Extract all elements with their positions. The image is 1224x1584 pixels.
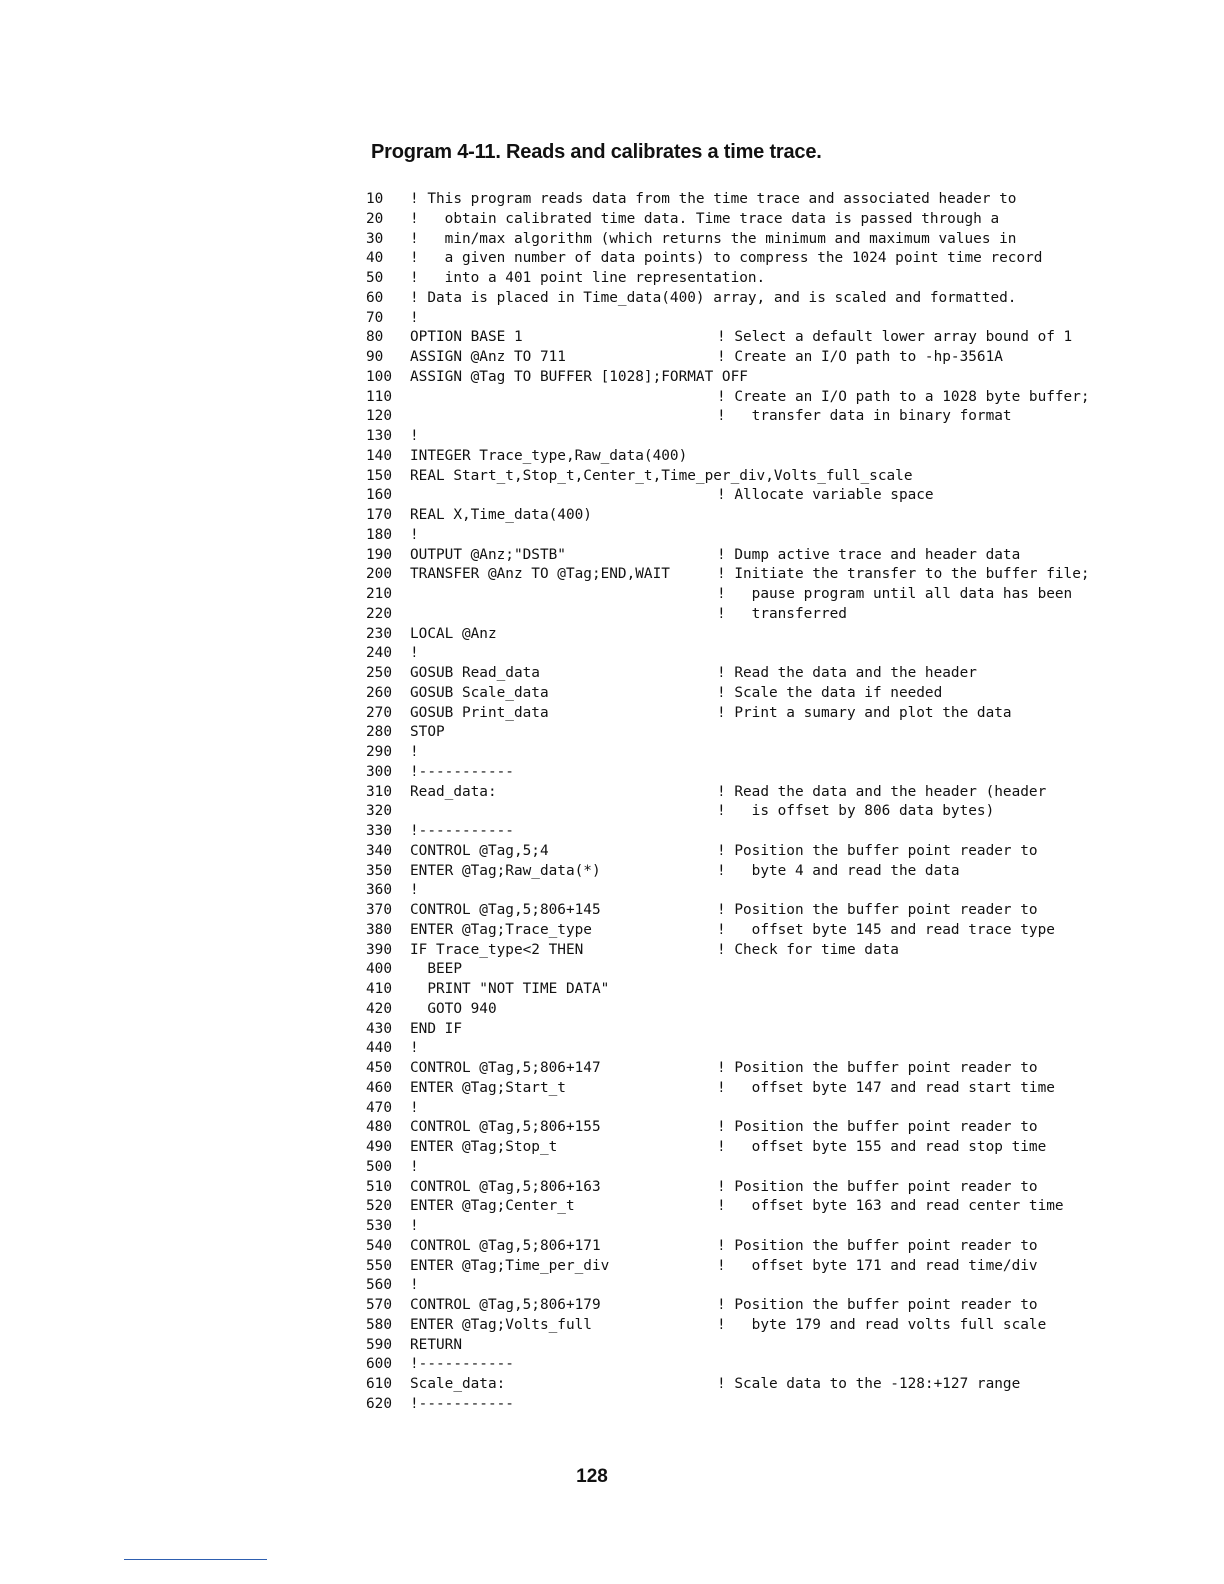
code-statement: ! xyxy=(410,1277,419,1294)
line-number: 310 xyxy=(366,783,392,800)
line-number: 290 xyxy=(366,744,392,760)
line-number: 510 xyxy=(366,1178,392,1195)
line-number: 60 xyxy=(366,289,384,306)
line-number: 220 xyxy=(366,605,392,622)
line-number: 150 xyxy=(366,467,392,484)
code-comment: ! Create an I/O path to -hp-3561A xyxy=(717,349,1003,365)
code-line xyxy=(366,625,1126,645)
code-line xyxy=(366,704,1126,724)
code-statement: CONTROL @Tag,5;4 xyxy=(410,842,549,859)
code-statement: END IF xyxy=(410,1020,462,1037)
code-line xyxy=(366,1020,1126,1040)
line-number: 320 xyxy=(366,803,392,820)
code-line xyxy=(366,1059,1126,1079)
code-statement: CONTROL @Tag,5;806+179 xyxy=(410,1297,601,1313)
line-number: 540 xyxy=(366,1237,392,1254)
line-number: 570 xyxy=(366,1297,392,1313)
line-number: 200 xyxy=(366,566,392,583)
code-line xyxy=(366,1237,1126,1257)
code-line xyxy=(366,1375,1126,1395)
code-statement: CONTROL @Tag,5;806+163 xyxy=(410,1178,601,1195)
code-line xyxy=(366,447,1126,467)
code-line xyxy=(366,467,1126,487)
code-comment: ! Initiate the transfer to the buffer file; xyxy=(717,566,1090,583)
code-line xyxy=(366,783,1126,803)
code-comment: ! byte 4 and read the data xyxy=(717,862,960,879)
page-number: 128 xyxy=(576,1466,608,1487)
code-statement: ! into a 401 point line representation. xyxy=(410,270,766,286)
code-line xyxy=(366,506,1126,526)
code-line xyxy=(366,921,1126,941)
code-statement: GOSUB Scale_data xyxy=(410,684,549,701)
code-statement: GOSUB Print_data xyxy=(410,704,549,721)
code-comment: ! offset byte 147 and read start time xyxy=(717,1079,1055,1096)
code-comment: ! Select a default lower array bound of 1 xyxy=(717,329,1073,346)
code-statement: ! xyxy=(410,526,419,543)
code-statement xyxy=(410,585,717,605)
code-statement: STOP xyxy=(410,724,445,741)
code-statement: CONTROL @Tag,5;806+145 xyxy=(410,902,601,918)
line-number: 550 xyxy=(366,1257,392,1274)
code-statement: Read_data: xyxy=(410,783,497,800)
code-line xyxy=(366,230,1126,250)
line-number: 460 xyxy=(366,1079,392,1096)
code-statement: ENTER @Tag;Trace_type xyxy=(410,921,592,938)
code-statement: ! xyxy=(410,1218,419,1234)
line-number: 120 xyxy=(366,408,392,425)
line-number: 500 xyxy=(366,1158,392,1175)
line-number: 380 xyxy=(366,921,392,938)
line-number: 470 xyxy=(366,1099,392,1116)
code-line xyxy=(366,1099,1126,1119)
line-number: 410 xyxy=(366,981,392,997)
line-number: 480 xyxy=(366,1119,392,1136)
code-statement: ! obtain calibrated time data. Time trace data is passed through a xyxy=(410,210,1000,227)
line-number: 100 xyxy=(366,368,392,385)
code-statement: BEEP xyxy=(410,961,462,978)
line-number: 400 xyxy=(366,961,392,978)
line-number: 330 xyxy=(366,823,392,839)
code-statement: !----------- xyxy=(410,823,514,839)
code-line xyxy=(366,546,1126,566)
code-comment: ! is offset by 806 data bytes) xyxy=(717,803,995,820)
code-line xyxy=(366,1178,1126,1198)
code-comment: ! Position the buffer point reader to xyxy=(717,902,1038,918)
code-line xyxy=(366,309,1126,329)
code-comment: ! Check for time data xyxy=(717,941,899,958)
line-number: 590 xyxy=(366,1336,392,1353)
code-line xyxy=(366,901,1126,921)
code-comment: ! Print a sumary and plot the data xyxy=(717,704,1012,721)
code-statement xyxy=(410,486,717,506)
line-number: 580 xyxy=(366,1316,392,1333)
code-line xyxy=(366,1316,1126,1336)
line-number: 190 xyxy=(366,546,392,563)
code-statement: LOCAL @Anz xyxy=(410,625,497,642)
code-comment: ! Create an I/O path to a 1028 byte buffer; xyxy=(717,388,1090,405)
code-line xyxy=(366,1296,1126,1316)
line-number: 300 xyxy=(366,763,392,780)
code-comment: ! pause program until all data has been xyxy=(717,586,1073,602)
code-line xyxy=(366,269,1126,289)
code-line xyxy=(366,427,1126,447)
line-number: 450 xyxy=(366,1060,392,1076)
code-line xyxy=(366,1395,1126,1415)
line-number: 560 xyxy=(366,1277,392,1294)
code-line xyxy=(366,585,1126,605)
code-comment: ! Scale the data if needed xyxy=(717,684,943,701)
code-comment: ! transferred xyxy=(717,605,847,622)
code-statement: ! xyxy=(410,1099,419,1116)
line-number: 270 xyxy=(366,704,392,721)
line-number: 250 xyxy=(366,665,392,681)
code-comment: ! offset byte 171 and read time/div xyxy=(717,1257,1038,1274)
line-number: 80 xyxy=(366,329,384,346)
code-comment: ! offset byte 163 and read center time xyxy=(717,1198,1064,1215)
code-line xyxy=(366,1336,1126,1356)
code-statement: ! xyxy=(410,882,419,899)
code-line xyxy=(366,1039,1126,1059)
code-comment: ! Allocate variable space xyxy=(717,487,934,504)
line-number: 70 xyxy=(366,309,384,326)
code-statement: INTEGER Trace_type,Raw_data(400) xyxy=(410,447,688,464)
line-number: 130 xyxy=(366,428,392,444)
line-number: 360 xyxy=(366,882,392,899)
line-number: 390 xyxy=(366,941,392,958)
code-line xyxy=(366,1000,1126,1020)
code-line xyxy=(366,1355,1126,1375)
line-number: 110 xyxy=(366,388,392,405)
code-comment: ! Position the buffer point reader to xyxy=(717,1119,1038,1136)
code-line xyxy=(366,644,1126,664)
code-line xyxy=(366,664,1126,684)
code-statement: !----------- xyxy=(410,1395,514,1412)
code-statement: REAL Start_t,Stop_t,Center_t,Time_per_div,Volts_full_scale xyxy=(410,467,913,484)
code-line xyxy=(366,684,1126,704)
code-line xyxy=(366,1257,1126,1277)
code-statement: ASSIGN @Tag TO BUFFER [1028];FORMAT OFF xyxy=(410,368,748,385)
code-comment: ! Scale data to the -128:+127 range xyxy=(717,1376,1021,1392)
code-statement: GOTO 940 xyxy=(410,1000,497,1017)
code-statement: ENTER @Tag;Time_per_div xyxy=(410,1257,610,1274)
code-line xyxy=(366,368,1126,388)
code-comment: ! transfer data in binary format xyxy=(717,408,1012,425)
line-number: 40 xyxy=(366,250,384,267)
code-comment: ! Position the buffer point reader to xyxy=(717,842,1038,859)
line-number: 90 xyxy=(366,349,384,365)
line-number: 10 xyxy=(366,191,384,207)
code-line xyxy=(366,565,1126,585)
code-statement: ! min/max algorithm (which returns the minimum and maximum values in xyxy=(410,230,1017,247)
code-statement: OUTPUT @Anz;"DSTB" xyxy=(410,546,566,563)
line-number: 520 xyxy=(366,1198,392,1215)
code-line xyxy=(366,605,1126,625)
code-statement xyxy=(410,407,717,427)
line-number: 280 xyxy=(366,724,392,741)
code-line xyxy=(366,1276,1126,1296)
code-line xyxy=(366,881,1126,901)
line-number: 610 xyxy=(366,1376,392,1392)
code-statement xyxy=(410,388,717,408)
code-line xyxy=(366,960,1126,980)
code-statement: ! xyxy=(410,309,419,326)
line-number: 350 xyxy=(366,862,392,879)
code-comment: ! Read the data and the header (header xyxy=(717,783,1047,800)
code-statement: ! xyxy=(410,744,419,760)
code-statement: ! xyxy=(410,428,419,444)
line-number: 420 xyxy=(366,1000,392,1017)
line-number: 530 xyxy=(366,1218,392,1234)
line-number: 160 xyxy=(366,487,392,504)
code-statement: ! xyxy=(410,1040,419,1057)
code-statement: ! Data is placed in Time_data(400) array, and is scaled and formatted. xyxy=(410,289,1017,306)
code-line xyxy=(366,763,1126,783)
code-statement: !----------- xyxy=(410,1356,514,1373)
code-comment: ! Read the data and the header xyxy=(717,665,977,681)
line-number: 140 xyxy=(366,447,392,464)
code-line xyxy=(366,289,1126,309)
code-statement: GOSUB Read_data xyxy=(410,665,540,681)
code-line xyxy=(366,190,1126,210)
code-line xyxy=(366,407,1126,427)
code-statement: ENTER @Tag;Center_t xyxy=(410,1198,575,1215)
code-line xyxy=(366,1217,1126,1237)
line-number: 170 xyxy=(366,507,392,523)
code-line xyxy=(366,723,1126,743)
code-statement: ! a given number of data points) to compress the 1024 point time record xyxy=(410,250,1043,267)
line-number: 600 xyxy=(366,1356,392,1373)
code-line xyxy=(366,486,1126,506)
code-line xyxy=(366,328,1126,348)
code-comment: ! Position the buffer point reader to xyxy=(717,1060,1038,1076)
code-comment: ! offset byte 145 and read trace type xyxy=(717,921,1055,938)
code-statement: CONTROL @Tag,5;806+171 xyxy=(410,1237,601,1254)
line-number: 20 xyxy=(366,210,384,227)
code-statement: OPTION BASE 1 xyxy=(410,329,523,346)
code-comment: ! Position the buffer point reader to xyxy=(717,1178,1038,1195)
code-statement: ENTER @Tag;Stop_t xyxy=(410,1139,558,1155)
code-statement: TRANSFER @Anz TO @Tag;END,WAIT xyxy=(410,566,670,583)
code-line xyxy=(366,941,1126,961)
line-number: 180 xyxy=(366,526,392,543)
code-comment: ! Position the buffer point reader to xyxy=(717,1237,1038,1254)
line-number: 340 xyxy=(366,842,392,859)
code-statement: CONTROL @Tag,5;806+147 xyxy=(410,1060,601,1076)
line-number: 430 xyxy=(366,1020,392,1037)
code-statement: ENTER @Tag;Raw_data(*) xyxy=(410,862,601,879)
code-statement: REAL X,Time_data(400) xyxy=(410,507,592,523)
code-line xyxy=(366,862,1126,882)
code-statement: IF Trace_type<2 THEN xyxy=(410,941,584,958)
line-number: 260 xyxy=(366,684,392,701)
code-comment: ! Dump active trace and header data xyxy=(717,546,1021,563)
code-statement: ENTER @Tag;Start_t xyxy=(410,1079,566,1096)
code-statement: ! xyxy=(410,1158,419,1175)
code-line xyxy=(366,802,1126,822)
code-statement xyxy=(410,802,717,822)
code-line xyxy=(366,1158,1126,1178)
line-number: 210 xyxy=(366,586,392,602)
code-statement: ENTER @Tag;Volts_full xyxy=(410,1316,592,1333)
code-line xyxy=(366,348,1126,368)
line-number: 490 xyxy=(366,1139,392,1155)
code-comment: ! offset byte 155 and read stop time xyxy=(717,1139,1047,1155)
code-statement: CONTROL @Tag,5;806+155 xyxy=(410,1119,601,1136)
program-title: Program 4-11. Reads and calibrates a time trace. xyxy=(371,141,822,163)
program-listing xyxy=(366,190,1126,1415)
code-line xyxy=(366,842,1126,862)
line-number: 440 xyxy=(366,1040,392,1057)
code-line xyxy=(366,1197,1126,1217)
code-line xyxy=(366,526,1126,546)
line-number: 50 xyxy=(366,270,384,286)
line-number: 30 xyxy=(366,230,384,247)
code-line xyxy=(366,249,1126,269)
code-line xyxy=(366,388,1126,408)
code-comment: ! Position the buffer point reader to xyxy=(717,1297,1038,1313)
line-number: 620 xyxy=(366,1395,392,1412)
code-line xyxy=(366,980,1126,1000)
line-number: 240 xyxy=(366,645,392,662)
line-number: 230 xyxy=(366,625,392,642)
code-line xyxy=(366,210,1126,230)
footnote-rule xyxy=(124,1559,267,1560)
code-statement: ASSIGN @Anz TO 711 xyxy=(410,349,566,365)
code-statement: !----------- xyxy=(410,763,514,780)
code-statement: PRINT "NOT TIME DATA" xyxy=(410,981,610,997)
code-line xyxy=(366,822,1126,842)
code-statement: ! This program reads data from the time trace and associated header to xyxy=(410,191,1017,207)
code-statement xyxy=(410,605,717,625)
code-statement: RETURN xyxy=(410,1336,462,1353)
code-line xyxy=(366,1079,1126,1099)
code-line xyxy=(366,1118,1126,1138)
code-line xyxy=(366,1138,1126,1158)
code-line xyxy=(366,743,1126,763)
line-number: 370 xyxy=(366,902,392,918)
code-statement: Scale_data: xyxy=(410,1376,506,1392)
code-statement: ! xyxy=(410,645,419,662)
code-comment: ! byte 179 and read volts full scale xyxy=(717,1316,1047,1333)
